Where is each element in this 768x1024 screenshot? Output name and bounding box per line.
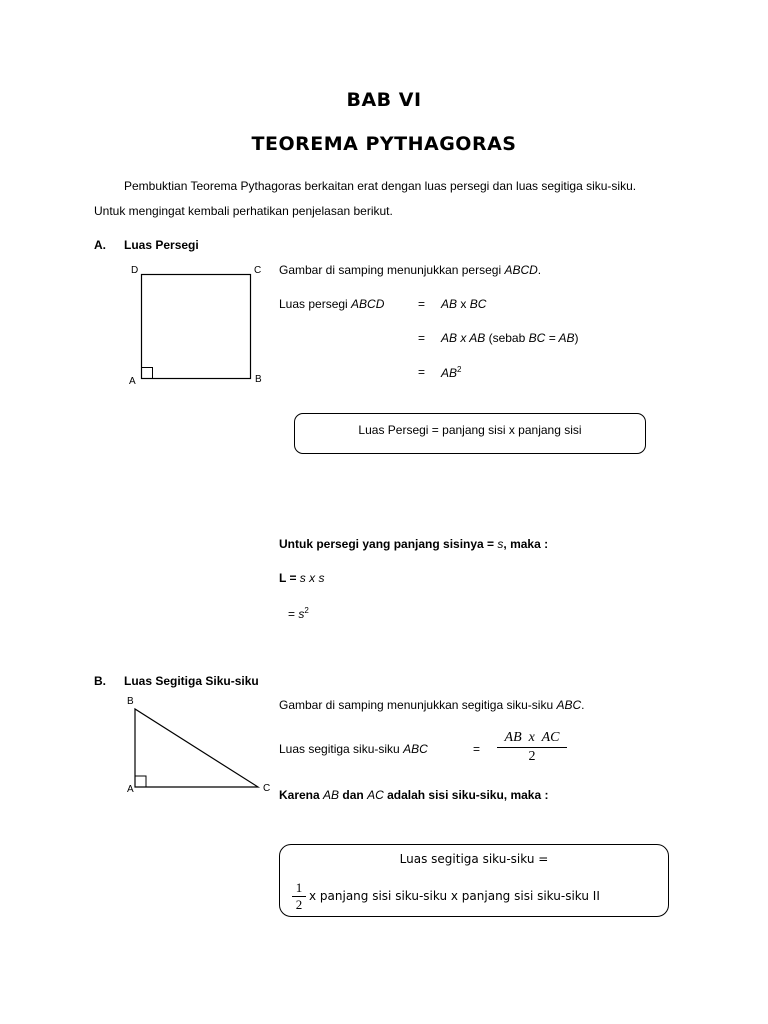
triangle-description: Gambar di samping menunjukkan segitiga siku-siku ABC. [279, 698, 585, 712]
right-angle-marker [142, 368, 153, 379]
vertex-label-b: B [255, 374, 262, 385]
right-angle-marker-triangle [135, 776, 146, 787]
square-formula-box [294, 413, 646, 454]
square-eq-line-2: AB x AB (sebab BC = AB) [441, 331, 579, 345]
triangle-vertex-c: C [263, 783, 271, 794]
triangle-formula-box [279, 844, 669, 917]
vertex-label-d: D [131, 265, 139, 276]
eq-sign-1: = [418, 297, 426, 311]
fraction-denominator: 2 [528, 749, 536, 764]
triangle-vertex-a: A [127, 784, 134, 795]
square-formula-text: Luas Persegi = panjang sisi x panjang sisi [358, 423, 582, 437]
square-eq-line-3: $AB^2$ [441, 365, 462, 380]
triangle-vertex-b: B [127, 696, 134, 707]
area-formula-line-2: = $s^2$ [288, 606, 309, 621]
section-b-letter: B. [94, 674, 106, 688]
section-a-letter: A. [94, 238, 106, 252]
half-numerator: 1 [292, 880, 306, 897]
square-eq-line-1: AB x BC [441, 297, 487, 311]
eq-sign-3: = [418, 365, 426, 379]
area-formula-line-1: L = s x s [279, 571, 325, 585]
half-denominator: 2 [295, 897, 303, 912]
triangle-formula-line-2: x panjang sisi siku-siku x panjang sisi siku-siku II [309, 889, 600, 903]
square-area-label: Luas persegi ABCD [279, 297, 385, 311]
triangle-formula-line-1: Luas segitiga siku-siku = [399, 852, 549, 866]
section-b-heading: Luas Segitiga Siku-siku [124, 674, 259, 688]
square-outline [142, 275, 251, 379]
page-title: TEOREMA PYTHAGORAS [251, 133, 517, 155]
chapter-heading: BAB VI [346, 89, 422, 111]
vertex-label-c: C [254, 265, 262, 276]
fraction-numerator: AB x AC [497, 730, 567, 748]
side-s-intro: Untuk persegi yang panjang sisinya = s, maka : [279, 537, 549, 551]
karena-sentence: Karena AB dan AC adalah sisi siku-siku, maka : [279, 788, 549, 802]
section-a-heading: Luas Persegi [124, 238, 199, 252]
eq-sign-2: = [418, 331, 426, 345]
triangle-eq-sign: = [473, 742, 481, 756]
half-fraction [292, 880, 306, 913]
intro-line-2: Untuk mengingat kembali perhatikan penjelasan berikut. [94, 204, 393, 218]
triangle-area-fraction [497, 730, 567, 765]
intro-line-1: Pembuktian Teorema Pythagoras berkaitan erat dengan luas persegi dan luas segitiga siku-siku. [124, 179, 637, 193]
vertex-label-a: A [129, 376, 136, 387]
triangle-abc-outline [135, 709, 258, 787]
triangle-area-label: Luas segitiga siku-siku ABC [279, 742, 428, 756]
square-description: Gambar di samping menunjukkan persegi ABCD. [279, 263, 542, 277]
